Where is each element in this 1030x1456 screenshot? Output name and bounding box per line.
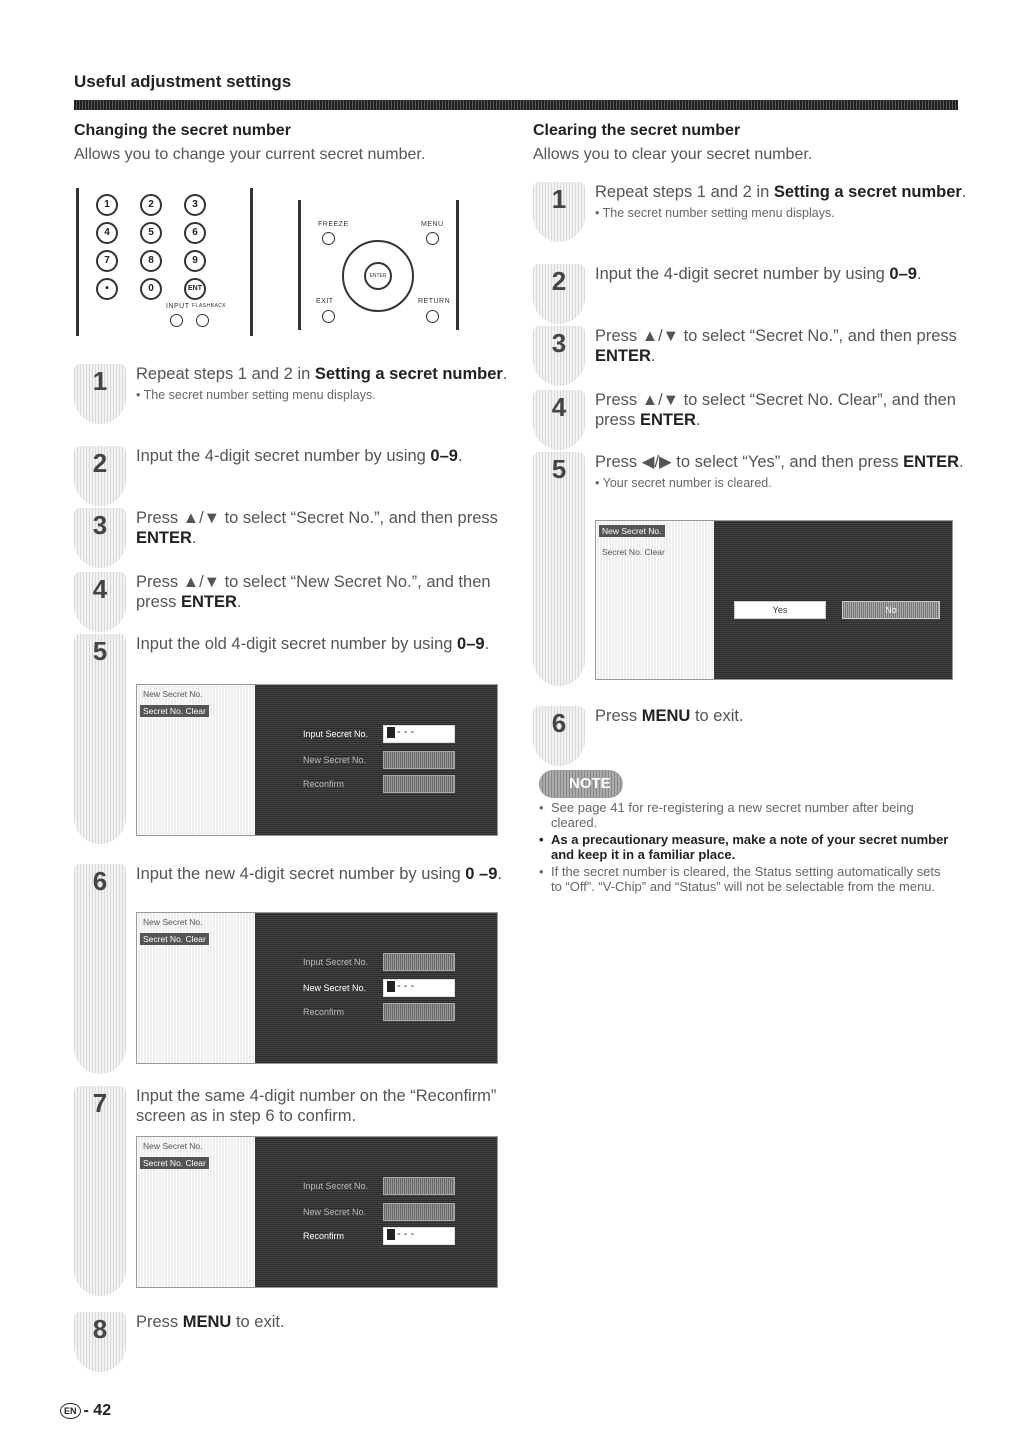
step-text-pre: Press [136,1313,183,1331]
step-number: 1 [551,184,567,214]
osd-row-reconfirm: Reconfirm [303,1007,345,1017]
osd-menu [137,913,255,1063]
step-text [136,364,514,384]
step-text-post: to exit. [690,707,744,725]
step-text-pre: Input the 4-digit secret number by using [136,447,431,465]
key-8-icon: 8 [140,250,162,272]
left-step-2 [74,446,514,478]
step-text-bold: 0 –9 [465,865,498,883]
step-number: 5 [92,636,108,666]
step-text-pre: Press ◀/▶ to select “Yes”, and then press [595,453,904,471]
osd-field-new [383,979,455,997]
yes-option: Yes [734,601,826,619]
left-section-title: Changing the secret number [74,122,291,139]
left-step-5 [74,634,514,789]
step-badge [533,182,585,242]
step-text-pre: Repeat steps 1 and 2 in [595,183,774,201]
step-text-bold: ENTER [595,347,651,365]
step-badge [533,452,585,686]
step-text-bold: ENTER [903,453,960,471]
osd-field-input [383,725,455,743]
osd-row-reconfirm: Reconfirm [303,779,345,789]
step-text [595,264,973,284]
flashback-button-icon [196,314,209,327]
note-list [539,800,949,896]
right-step-4 [533,390,973,430]
osd-panel [255,685,497,835]
left-intro: Allows you to change your current secret number. [74,146,426,163]
osd-menu-item-selected: Secret No. Clear [140,1157,209,1169]
step-text-post: . [236,593,242,611]
osd-menu-item-selected: Secret No. Clear [140,705,209,717]
step-badge [533,706,585,766]
osd-menu-item: New Secret No. [143,689,203,699]
left-column [74,122,504,164]
right-step-6 [533,706,973,738]
step-text-bold: MENU [182,1313,232,1331]
osd-field-new [383,1203,455,1221]
osd-menu-item: Secret No. Clear [602,547,665,557]
step-text-pre: Input the old 4-digit secret number by using [136,635,458,653]
left-step-1 [74,364,514,402]
osd-field-input [383,1177,455,1195]
remote-keypad-illustration [74,188,264,338]
menu-button-icon [426,232,439,245]
osd-row-reconfirm: Reconfirm [303,1231,345,1241]
step-badge [74,364,126,424]
no-option: No [842,601,940,619]
osd-field-reconfirm [383,775,455,793]
step-text-pre: Press ▲/▼ to select “New Secret No.”, and then press [136,573,491,611]
osd-field-new [383,751,455,769]
step-text-bold: ENTER [136,529,192,547]
key-3-icon: 3 [184,194,206,216]
right-column [533,122,963,164]
step-number: 2 [92,448,108,478]
step-text-post: . [497,865,502,883]
page-header-title: Useful adjustment settings [74,72,292,91]
osd-menu [596,521,714,679]
note-heading [539,770,623,798]
note-item: • As a precautionary measure, make a note of your secret number and keep it in a familiar place. [539,832,949,862]
step-badge [74,634,126,844]
input-button-icon [170,314,183,327]
step-text-bold: 0–9 [430,447,458,465]
exit-button-icon [322,310,335,323]
step-text [595,706,973,726]
step-text-pre: Press ▲/▼ to select “Secret No.”, and then press [595,327,957,345]
left-step-8 [74,1312,514,1344]
osd-row-new: New Secret No. [303,755,367,765]
step-text-post: . [916,265,922,283]
step-text-pre: Input the 4-digit secret number by using [595,265,890,283]
return-button-icon [426,310,439,323]
return-label: RETURN [418,298,451,305]
step-number: 7 [92,1088,108,1118]
step-text [136,634,514,654]
step-badge [74,864,126,1074]
step-text [136,508,514,548]
step-text-pre: Input the new 4-digit secret number by using [136,865,466,883]
osd-field-value: - - - [397,1228,415,1240]
key-1-icon: 1 [96,194,118,216]
remote-nav-illustration [296,188,466,338]
step-text [136,446,514,466]
step-number: 6 [92,866,108,896]
step-badge [533,264,585,324]
step-text-bold: 0–9 [889,265,917,283]
step-badge [74,508,126,568]
step-text-pre: Repeat steps 1 and 2 in [136,365,315,383]
right-section-title: Clearing the secret number [533,122,741,139]
step-text [595,326,973,366]
step-text-bold: 0–9 [457,635,485,653]
osd-menu [137,685,255,835]
left-step-3 [74,508,514,548]
osd-field-reconfirm [383,1227,455,1245]
step-badge [74,1312,126,1372]
step-text-bold: Setting a secret number [314,365,503,383]
osd-menu-item-selected: Secret No. Clear [140,933,209,945]
osd-menu-item: New Secret No. [143,917,203,927]
note-title: NOTE [569,775,611,792]
key-ent-icon: ENT [184,278,206,300]
step-text-post: to exit. [231,1313,285,1331]
step-text-post: . [191,529,197,547]
cursor-icon [387,1229,395,1240]
osd-row-new: New Secret No. [303,983,367,993]
key-dot-icon: • [96,278,118,300]
osd-screen-clear [595,520,953,680]
step-badge [533,390,585,450]
input-label: INPUT [166,303,190,310]
osd-menu-item: New Secret No. [143,1141,203,1151]
page-number: - 42 [83,1402,112,1419]
right-step-3 [533,326,973,366]
step-text [136,572,514,612]
dpad-icon [342,240,414,312]
osd-row-input: Input Secret No. [303,1181,369,1191]
key-7-icon: 7 [96,250,118,272]
lang-badge: EN [60,1403,81,1419]
osd-field-input [383,953,455,971]
step-text-pre: Press ▲/▼ to select “Secret No. Clear”, and then press [595,391,956,429]
key-2-icon: 2 [140,194,162,216]
flashback-label: FLASHBACK [192,303,227,309]
key-0-icon: 0 [140,278,162,300]
osd-panel [255,913,497,1063]
step-text [595,390,973,430]
exit-label: EXIT [316,298,334,305]
key-4-icon: 4 [96,222,118,244]
step-text [136,1312,514,1332]
right-step-2 [533,264,973,296]
step-text-post: . [650,347,656,365]
step-number: 5 [551,454,567,484]
step-badge [533,326,585,386]
page-footer [60,1402,111,1420]
osd-field-reconfirm [383,1003,455,1021]
menu-label: MENU [421,221,444,228]
osd-panel [255,1137,497,1287]
osd-panel [714,521,952,679]
step-text [595,452,973,472]
right-step-5 [533,452,973,490]
step-text-pre: Press [595,707,642,725]
step-text-bold: ENTER [639,411,696,429]
step-number: 1 [92,366,108,396]
step-text-bold: MENU [641,707,691,725]
left-step-4 [74,572,514,612]
step-note: • Your secret number is cleared. [595,476,772,490]
step-note-text: The secret number setting menu displays. [602,206,835,220]
left-step-7 [74,1086,514,1241]
step-number: 3 [551,328,567,358]
step-number: 3 [92,510,108,540]
osd-row-new: New Secret No. [303,1207,367,1217]
header-rule [74,100,958,110]
key-5-icon: 5 [140,222,162,244]
step-text [136,864,514,884]
osd-menu-item-selected: New Secret No. [599,525,665,537]
osd-screen-step5 [136,684,498,836]
osd-row-input: Input Secret No. [303,729,369,739]
cursor-icon [387,727,395,738]
step-number: 6 [551,708,567,738]
step-note-text: Your secret number is cleared. [602,476,772,490]
step-text-bold: Setting a secret number [773,183,962,201]
step-number: 8 [92,1314,108,1344]
right-intro: Allows you to clear your secret number. [533,146,813,163]
step-text-bold: ENTER [180,593,237,611]
left-step-6 [74,864,514,1017]
key-6-icon: 6 [184,222,206,244]
right-step-1 [533,182,973,220]
step-text-post: . [959,453,964,471]
osd-screen-step6 [136,912,498,1064]
step-number: 4 [92,574,108,604]
osd-row-input: Input Secret No. [303,957,369,967]
step-number: 4 [551,392,567,422]
step-text-post: . [484,635,490,653]
step-number: 2 [551,266,567,296]
step-text-post: . [457,447,463,465]
step-text [595,182,973,202]
step-text: Input the same 4-digit number on the “Reconfirm” screen as in step 6 to confirm. [136,1087,497,1125]
step-badge [74,1086,126,1296]
enter-key-label: ENTER [364,262,392,290]
step-text-post: . [695,411,701,429]
step-badge [74,572,126,632]
freeze-label: FREEZE [318,221,349,228]
step-text-pre: Press ▲/▼ to select “Secret No.”, and then press [136,509,498,527]
step-text-post: . [961,183,967,201]
step-note: • The secret number setting menu displays. [595,206,835,220]
osd-field-value: - - - [397,980,415,992]
note-item: • If the secret number is cleared, the Status setting automatically sets to “Off”. “V-Chip” and “Status” will not be selectable from the menu. [539,864,949,894]
step-text-post: . [502,365,508,383]
osd-field-value: - - - [397,726,415,738]
osd-screen-step7 [136,1136,498,1288]
cursor-icon [387,981,395,992]
step-badge [74,446,126,506]
key-9-icon: 9 [184,250,206,272]
step-note: • The secret number setting menu displays. [136,388,376,402]
freeze-button-icon [322,232,335,245]
note-item: • See page 41 for re-registering a new secret number after being cleared. [539,800,949,830]
step-note-text: The secret number setting menu displays. [143,388,376,402]
osd-menu [137,1137,255,1287]
